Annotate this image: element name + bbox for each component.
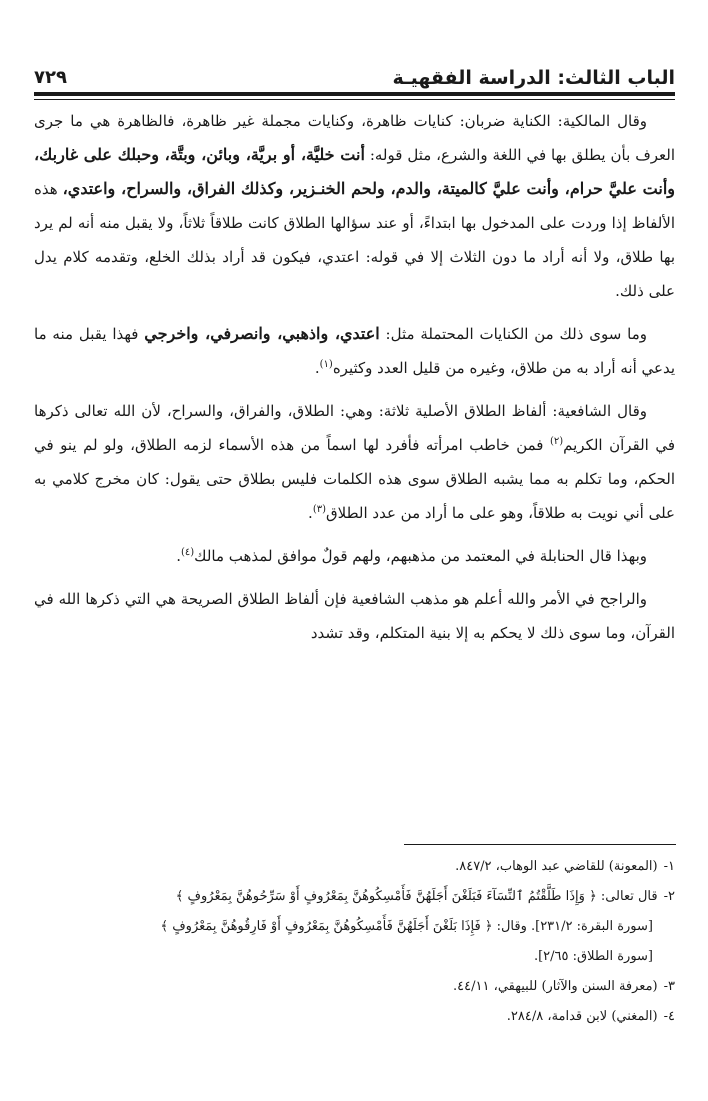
footnote-ref-2[interactable]: (٢) — [549, 436, 564, 447]
footnote-text: (المغني) لابن قدامة، ٢٨٤/٨. — [506, 1009, 658, 1024]
paragraph-text: وبهذا قال الحنابلة في المعتمد من مذهبهم، ولهم قولٌ موافق لمذهب مالك — [194, 547, 647, 565]
footnote-number: ٣- — [663, 979, 675, 994]
footnotes — [34, 852, 675, 1032]
footnote-3 — [34, 972, 675, 1002]
footnote-2-continuation: [سورة البقرة: ٢٣١/٢]. وقال: ﴿ فَإِذَا بَلَغْنَ أَجَلَهُنَّ فَأَمْسِكُوهُنَّ بِمَعْرُوفٍ أَوْ فَارِقُوهُنَّ بِمَعْرُوفٍ ﴾ — [160, 919, 653, 934]
paragraph-text: وقال الشافعية: ألفاظ الطلاق الأصلية ثلاثة: وهي: الطلاق، والفراق، والسراح، لأن الله تعالى ذكرها في القرآن الكريم — [34, 402, 676, 454]
header-rule-thin — [34, 99, 675, 100]
paragraph-hanbali — [34, 539, 675, 573]
running-title: الباب الثالث: الدراسة الفقهيـة — [392, 67, 675, 89]
footnote-ref-1[interactable]: (١) — [319, 359, 333, 370]
footnote-separator — [404, 844, 676, 845]
paragraph-preferred-view — [34, 582, 675, 650]
paragraph-text: هذه الألفاظ إذا وردت على المدخول بها ابتداءً، أو عند سؤالها الطلاق كانت طلاقاً ثلاثاً، ولا يقبل منه أنه لم يرد بها طلاق، ولا أنه أراد ما دون الثلاث إلا في قوله: اعتدي، فيكون قد أراد بذلك الخلع، وتقدمه كلام يدل على ذلك. — [34, 180, 675, 300]
footnote-ref-4[interactable]: (٤) — [180, 547, 195, 558]
paragraph-text: . — [314, 359, 320, 377]
footnote-2-continuation: [سورة الطلاق: ٢/٦٥]. — [533, 949, 653, 964]
footnote-number: ٤- — [663, 1009, 675, 1024]
paragraph-text: . — [308, 504, 313, 522]
footnote-4 — [34, 1002, 675, 1032]
paragraph-text: وما سوى ذلك من الكنايات المحتملة مثل: — [379, 325, 647, 343]
main-text — [34, 104, 675, 650]
paragraph-maliki — [34, 104, 675, 308]
page-header — [34, 60, 675, 90]
footnote-1 — [34, 852, 675, 882]
paragraph-text: فهذا يقبل منه ما يدعي أنه أراد به من طلاق، وغيره من قليل العدد وكثيره — [34, 325, 675, 377]
bold-phrases: أنت خليَّة، أو بريَّة، وبائن، وبتَّة، وحبلك على غاربك، وأنت عليَّ حرام، وأنت عليَّ كالميتة، والدم، ولحم الخنـزير، وكذلك الفراق، والسراح، واعتدي، — [34, 145, 675, 198]
footnote-text: (معرفة السنن والآثار) للبيهقي، ٤٤/١١. — [453, 979, 658, 994]
bold-phrases: اعتدي، واذهبي، وانصرفي، واخرجي — [144, 324, 380, 343]
footnote-text: (المعونة) للقاضي عبد الوهاب، ٨٤٧/٢. — [455, 859, 658, 874]
paragraph-ambiguous — [34, 317, 675, 385]
page-number: ٧٢٩ — [34, 67, 67, 88]
footnote-number: ١- — [663, 859, 675, 874]
footnote-number: ٢- — [663, 889, 675, 904]
header-rule-thick — [34, 92, 675, 96]
paragraph-text: فمن خاطب امرأته فأفرد لها اسماً من هذه الأسماء لزمه الطلاق، ولو لم ينو في الحكم، وما تكلم به مما يشبه الطلاق سوى هذه الكلمات فليس بطلاق حتى يقول: كان مخرج كلامي به على أني نويت به طلاقاً، وهو على ما أراد من عدد الطلاق — [34, 436, 675, 522]
paragraph-text: وقال المالكية: الكناية ضربان: كنايات ظاهرة، وكنايات مجملة غير ظاهرة، فالظاهرة هي ما جرى العرف بأن يطلق بها في اللغة والشرع، مثل قوله: — [34, 112, 675, 164]
footnote-text: قال تعالى: ﴿ وَإِذَا طَلَّقْتُمُ ٱلنِّسَآءَ فَبَلَغْنَ أَجَلَهُنَّ فَأَمْسِكُوهُنَّ بِمَعْرُوفٍ أَوْ سَرِّحُوهُنَّ بِمَعْرُوفٍ ﴾ — [175, 889, 658, 904]
paragraph-text: . — [176, 547, 181, 565]
footnote-2 — [34, 882, 675, 912]
footnote-ref-3[interactable]: (٣) — [312, 504, 326, 515]
paragraph-text: والراجح في الأمر والله أعلم هو مذهب الشافعية فإن ألفاظ الطلاق الصريحة هي التي ذكرها الله في القرآن، وما سوى ذلك لا يحكم به إلا بنية المتكلم، وقد تشدد — [34, 590, 675, 642]
paragraph-shafii — [34, 394, 675, 530]
